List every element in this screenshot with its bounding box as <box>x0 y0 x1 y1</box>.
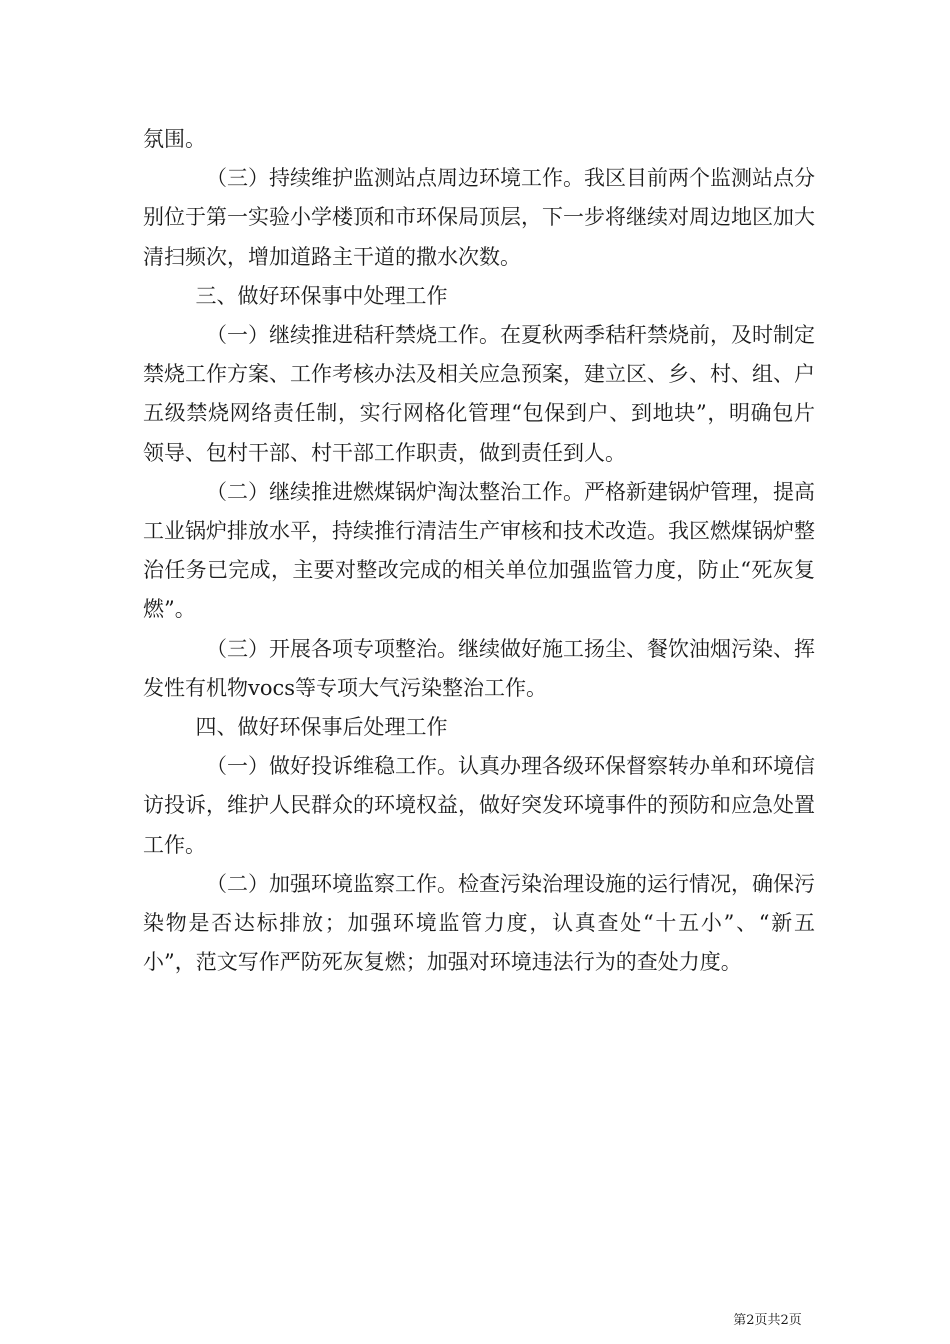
paragraph-continuation: 氛围。 <box>143 127 206 151</box>
section-heading-3: 三、做好环保事中处理工作 <box>195 283 448 308</box>
page-number: 第2页共2页 <box>733 1313 802 1328</box>
paragraph-coal-boilers: （二）继续推进燃煤锅炉淘汰整治工作。严格新建锅炉管理，提高工业锅炉排放水平，持续推行清洁生产审核和技术改造。我区燃煤锅炉整治任务已完成，主要对整改完成的相关单位加强监管力度，防止“死灰复燃”。 <box>143 479 815 622</box>
paragraph-straw-burning: （一）继续推进秸秆禁烧工作。在夏秋两季秸秆禁烧前，及时制定禁烧工作方案、工作考核办法及相关应急预案，建立区、乡、村、组、户五级禁烧网络责任制，实行网格化管理“包保到户、到地块”，明确包片领导、包村干部、村干部工作职责，做到责任到人。 <box>143 323 815 465</box>
paragraph-monitoring-sites: （三）持续维护监测站点周边环境工作。我区目前两个监测站点分别位于第一实验小学楼顶和市环保局顶层，下一步将继续对周边地区加大清扫频次，增加道路主干道的撒水次数。 <box>143 166 815 269</box>
paragraph-complaints: （一）做好投诉维稳工作。认真办理各级环保督察转办单和环境信访投诉，维护人民群众的环境权益，做好突发环境事件的预防和应急处置工作。 <box>143 754 815 857</box>
paragraph-supervision: （二）加强环境监察工作。检查污染治理设施的运行情况，确保污染物是否达标排放；加强环境监管力度，认真查处“十五小”、“新五小”，范文写作严防死灰复燃；加强对环境违法行为的查处力度。 <box>143 871 815 975</box>
section-heading-4: 四、做好环保事后处理工作 <box>195 715 448 740</box>
document-body <box>143 120 815 982</box>
paragraph-special-rectification: （三）开展各项专项整治。继续做好施工扬尘、餐饮油烟污染、挥发性有机物vocs等专项大气污染整治工作。 <box>143 636 815 700</box>
page-footer <box>0 1309 950 1329</box>
